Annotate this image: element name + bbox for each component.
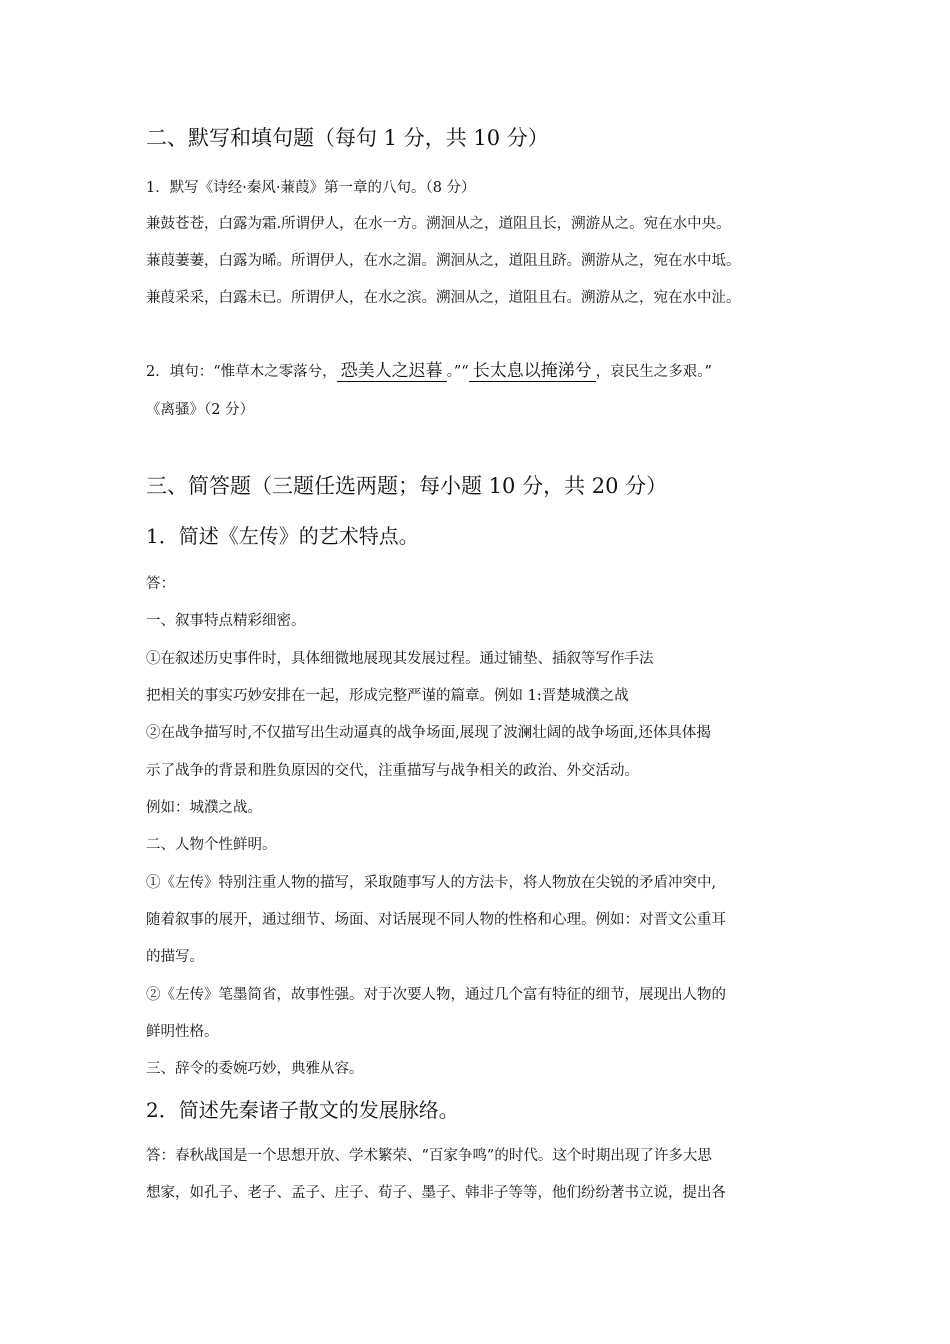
answer-line: 想家，如孔子、老子、孟子、庄子、荀子、墨子、韩非子等等，他们纷纷著书立说，提出各 bbox=[146, 1185, 726, 1201]
fill-answer-2: 长太息以掩涕兮 bbox=[469, 361, 596, 382]
q2-source: 《离骚》（2 分） bbox=[146, 402, 255, 418]
q2-suffix: ，哀民生之多艰。” bbox=[595, 364, 712, 380]
answer-line: ②在战争描写时,不仅描写出生动逼真的战争场面,展现了波澜壮阔的战争场面,还体具体揭 bbox=[146, 725, 711, 741]
q2-fill-sentence bbox=[146, 356, 712, 381]
answer-line: 答： bbox=[146, 576, 175, 592]
q1-prompt: 1．默写《诗经·秦风·蒹葭》第一章的八句。（8 分） bbox=[146, 180, 476, 196]
fill-answer-1: 恐美人之迟暮 bbox=[337, 361, 447, 382]
section-2-heading: 二、默写和填句题（每句 1 分，共 10 分） bbox=[146, 126, 549, 150]
poem-line: 蒹葭萋萋，白露为晞。所谓伊人，在水之湄。溯洄从之，道阻且跻。溯游从之，宛在水中坻。 bbox=[146, 253, 741, 269]
q3-2-title: 2．简述先秦诸子散文的发展脉络。 bbox=[146, 1098, 459, 1122]
answer-line: 的描写。 bbox=[146, 949, 204, 965]
answer-line: 答：春秋战国是一个思想开放、学术繁荣、“百家争鸣”的时代。这个时期出现了许多大思 bbox=[146, 1148, 712, 1164]
poem-line: 兼鼓苍苍，白露为霜.所谓伊人，在水一方。溯洄从之，道阻且长，溯游从之。宛在水中央。 bbox=[146, 216, 731, 232]
answer-line: 一、叙事特点精彩细密。 bbox=[146, 613, 306, 629]
answer-line: 示了战争的背景和胜负原因的交代，注重描写与战争相关的政治、外交活动。 bbox=[146, 763, 639, 779]
answer-line: 鲜明性格。 bbox=[146, 1024, 219, 1040]
section-3-heading: 三、简答题（三题任选两题；每小题 10 分，共 20 分） bbox=[146, 474, 668, 498]
answer-line: ②《左传》笔墨简省，故事性强。对于次要人物，通过几个富有特征的细节，展现出人物的 bbox=[146, 987, 726, 1003]
q2-prefix: 2．填句：“惟草木之零落兮， bbox=[146, 364, 337, 380]
answer-line: 三、辞令的委婉巧妙，典雅从容。 bbox=[146, 1061, 364, 1077]
poem-line: 兼葭采采，白露未已。所谓伊人，在水之滨。溯洄从之，道阻且右。溯游从之，宛在水中沚。 bbox=[146, 290, 741, 306]
answer-line: ①《左传》特别注重人物的描写，采取随事写人的方法卡，将人物放在尖锐的矛盾冲突中, bbox=[146, 875, 717, 891]
q3-1-title: 1．简述《左传》的艺术特点。 bbox=[146, 524, 419, 548]
answer-line: ①在叙述历史事件时，具体细微地展现其发展过程。通过铺垫、插叙等写作手法 bbox=[146, 651, 654, 667]
answer-line: 二、人物个性鲜明。 bbox=[146, 837, 277, 853]
q2-mid: 。”“ bbox=[446, 364, 469, 380]
answer-line: 随着叙事的展开，通过细节、场面、对话展现不同人物的性格和心理。例如：对晋文公重耳 bbox=[146, 912, 726, 928]
answer-line: 把相关的事实巧妙安排在一起，形成完整严谨的篇章。例如 1:晋楚城濮之战 bbox=[146, 688, 629, 704]
answer-line: 例如：城濮之战。 bbox=[146, 800, 262, 816]
